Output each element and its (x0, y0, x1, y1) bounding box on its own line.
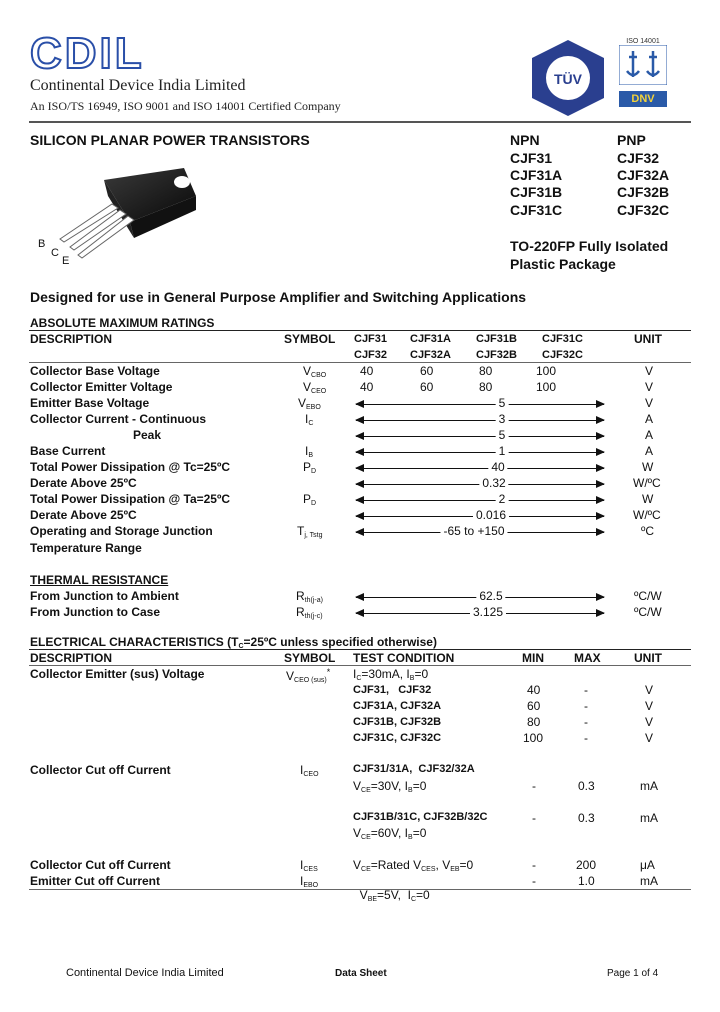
amr-col-device: CJF32A (410, 349, 451, 361)
ec-device-group: CJF31B/31C, CJF32B/32C (353, 811, 488, 823)
ec-unit: mA (640, 811, 658, 825)
ec-device-group: CJF31/31A, CJF32/32A (353, 763, 475, 775)
ec-heading: ELECTRICAL CHARACTERISTICS ($T_C=25ºC$ unless specified otherwise) (30, 635, 437, 650)
ec-col-symbol: SYMBOL (284, 651, 336, 665)
amr-row-symbol: $I_C$ (305, 412, 314, 427)
ec-max: - (584, 731, 588, 745)
amr-col-device: CJF31 (354, 333, 388, 345)
svg-text:TÜV: TÜV (554, 71, 582, 87)
amr-row-description-cont: Temperature Range (30, 541, 142, 555)
pin-label-e: E (62, 255, 70, 267)
amr-row-description: Derate Above 25ºC (30, 476, 137, 490)
thermal-row-symbol: $R_{th(j-a)}$ (296, 589, 323, 604)
amr-value: 3 (496, 412, 509, 426)
footer-page: Page 1 of 4 (607, 968, 659, 979)
ec-row-description: Collector Cut off Current (30, 763, 171, 777)
amr-value: 40 (360, 364, 374, 378)
amr-row-symbol: $I_B$ (305, 444, 314, 459)
thermal-row-symbol: $R_{th(j-c)}$ (296, 605, 323, 620)
ec-top-rule (29, 649, 691, 650)
range-arrow (356, 420, 604, 421)
ec-device-pair: CJF31A, CJF32A (353, 700, 442, 712)
range-arrow (356, 452, 604, 453)
ec-min: 100 (523, 731, 544, 745)
application-text: Designed for use in General Purpose Amplifier and Switching Applications (30, 289, 527, 305)
ec-row-symbol: $I_{EBO}$ (300, 874, 319, 889)
pin-label-c: C (51, 247, 59, 259)
ec-min: - (532, 811, 536, 825)
amr-col-symbol: SYMBOL (284, 332, 336, 346)
ec-row-description: Emitter Cut off Current (30, 874, 160, 888)
amr-col-device: CJF31B (476, 333, 517, 345)
certification-line: An ISO/TS 16949, ISO 9001 and ISO 14001 Certified Company (30, 99, 341, 113)
ec-row-symbol: $I_{CEO}$ (300, 763, 319, 778)
dnv-logo (619, 38, 667, 110)
range-arrow (356, 468, 604, 469)
amr-value: -65 to +150 (440, 524, 507, 538)
amr-row-unit: W (642, 492, 654, 506)
amr-col-device: CJF31C (542, 333, 583, 345)
npn-header: NPN (510, 132, 540, 148)
ec-min: - (532, 874, 536, 888)
ec-min: 40 (527, 683, 541, 697)
amr-row-description: Collector Base Voltage (30, 364, 160, 378)
amr-value: 0.32 (479, 476, 508, 490)
ec-min: 60 (527, 699, 541, 713)
amr-row-unit: A (645, 428, 654, 442)
amr-row-description: Collector Emitter Voltage (30, 380, 173, 394)
ec-col-test: TEST CONDITION (353, 651, 455, 665)
amr-col-device: CJF32B (476, 349, 517, 361)
to220-package-image (34, 160, 224, 270)
pnp-header: PNP (617, 132, 646, 148)
amr-row-unit: W/ºC (633, 508, 661, 522)
range-arrow (356, 436, 604, 437)
amr-value: 1 (496, 444, 509, 458)
ec-unit: mA (640, 874, 658, 888)
dnv-text: DNV (619, 91, 667, 107)
footer-center: Data Sheet (335, 968, 387, 979)
range-arrow (356, 404, 604, 405)
amr-col-unit: UNIT (634, 332, 662, 346)
header-divider (29, 121, 691, 123)
amr-value: 80 (479, 364, 493, 378)
package-line2: Plastic Package (510, 256, 616, 272)
ec-max: 0.3 (578, 811, 595, 825)
npn-type: CJF31A (510, 167, 563, 183)
thermal-row-description: From Junction to Case (30, 605, 161, 619)
ec-test-condition: $V_{BE}=5V$, $I_C=0$ (359, 888, 430, 903)
thermal-row-description: From Junction to Ambient (30, 589, 179, 603)
ec-unit: V (645, 731, 654, 745)
thermal-row-unit: ºC/W (634, 589, 662, 603)
amr-row-unit: V (645, 380, 654, 394)
ec-test-condition: $V_{CE}=60V$, $I_B=0$ (353, 826, 427, 841)
ec-unit: mA (640, 779, 658, 793)
amr-value: 40 (360, 380, 374, 394)
pnp-type: CJF32 (617, 150, 660, 166)
page-title: SILICON PLANAR POWER TRANSISTORS (30, 132, 310, 148)
ec-bottom-rule (29, 889, 691, 890)
company-name: Continental Device India Limited (30, 77, 246, 94)
ec-row-symbol: $I_{CES}$ (300, 858, 318, 873)
amr-value: 100 (536, 364, 557, 378)
thermal-heading: THERMAL RESISTANCE (30, 573, 169, 587)
amr-row-symbol: $V_{EBO}$ (298, 396, 321, 411)
amr-value: 5 (496, 428, 509, 442)
amr-row-symbol: $T_{j, Tstg}$ (297, 524, 323, 539)
amr-top-rule (29, 330, 691, 331)
ec-row-description: Collector Cut off Current (30, 858, 171, 872)
ec-test-condition: $V_{CE}=Rated$ $V_{CES}$, $V_{EB}=0$ (353, 858, 474, 873)
amr-row-description: Peak (133, 428, 162, 442)
tuv-seal (528, 38, 608, 118)
amr-row-unit: A (645, 444, 654, 458)
amr-row-unit: A (645, 412, 654, 426)
pnp-type: CJF32B (617, 184, 670, 200)
amr-value: 60 (420, 364, 434, 378)
ec-min: 80 (527, 715, 541, 729)
pin-label-b: B (38, 238, 46, 250)
amr-heading: ABSOLUTE MAXIMUM RATINGS (30, 316, 215, 330)
ec-min: - (532, 858, 536, 872)
amr-row-description: Total Power Dissipation @ Tc=25ºC (30, 460, 231, 474)
ec-col-max: MAX (574, 651, 601, 665)
amr-header-rule (29, 362, 691, 363)
amr-row-unit: V (645, 364, 654, 378)
amr-col-device: CJF32C (542, 349, 583, 361)
amr-col-device: CJF32 (354, 349, 388, 361)
pnp-type: CJF32A (617, 167, 670, 183)
ec-col-unit: UNIT (634, 651, 662, 665)
ec-device-pair: CJF31B, CJF32B (353, 716, 442, 728)
ec-unit: V (645, 715, 654, 729)
npn-type: CJF31 (510, 150, 553, 166)
thermal-value: 3.125 (470, 605, 506, 619)
amr-row-description: Collector Current - Continuous (30, 412, 206, 426)
ec-row-symbol: $V_{CEO (sus)}^*$ (286, 667, 331, 684)
ec-max: - (584, 699, 588, 713)
ec-col-description: DESCRIPTION (30, 651, 113, 665)
amr-row-unit: W/ºC (633, 476, 661, 490)
ec-unit: μA (640, 858, 655, 872)
ec-row-description: Collector Emitter (sus) Voltage (30, 667, 205, 681)
thermal-row-unit: ºC/W (634, 605, 662, 619)
pnp-type: CJF32C (617, 202, 670, 218)
amr-value: 0.016 (473, 508, 509, 522)
amr-value: 2 (496, 492, 509, 506)
anchor-icon (619, 45, 667, 85)
ec-col-min: MIN (522, 651, 544, 665)
amr-row-description: Base Current (30, 444, 106, 458)
range-arrow (356, 500, 604, 501)
ec-header-rule (29, 665, 691, 666)
amr-col-device: CJF31A (410, 333, 451, 345)
ec-device-pair: CJF31C, CJF32C (353, 732, 442, 744)
ec-test-condition: $V_{CE}=30V$, $I_B=0$ (353, 779, 427, 794)
ec-max: 0.3 (578, 779, 595, 793)
amr-row-unit: ºC (641, 524, 655, 538)
footer-company: Continental Device India Limited (66, 967, 224, 979)
logo-text: CDIL (30, 29, 145, 78)
amr-row-symbol: $P_D$ (303, 460, 317, 475)
ec-unit: V (645, 699, 654, 713)
amr-value: 5 (496, 396, 509, 410)
amr-row-symbol: $V_{CBO}$ (303, 364, 327, 379)
ec-test-condition: $I_C=30mA$, $I_B=0$ (353, 667, 429, 682)
cdil-logo (30, 30, 145, 78)
thermal-value: 62.5 (476, 589, 505, 603)
amr-row-description: Operating and Storage Junction (30, 524, 213, 538)
amr-row-symbol: $V_{CEO}$ (303, 380, 327, 395)
npn-type: CJF31B (510, 184, 563, 200)
ec-max: 1.0 (578, 874, 595, 888)
amr-value: 80 (479, 380, 493, 394)
amr-value: 40 (488, 460, 507, 474)
ec-max: - (584, 683, 588, 697)
package-line1: TO-220FP Fully Isolated (510, 238, 669, 254)
amr-col-description: DESCRIPTION (30, 332, 113, 346)
amr-row-description: Total Power Dissipation @ Ta=25ºC (30, 492, 231, 506)
amr-row-symbol: $P_D$ (303, 492, 317, 507)
iso-small-text: ISO 14001 (626, 38, 660, 45)
ec-max: - (584, 715, 588, 729)
amr-row-description: Emitter Base Voltage (30, 396, 150, 410)
ec-min: - (532, 779, 536, 793)
ec-max: 200 (576, 858, 597, 872)
amr-row-unit: W (642, 460, 654, 474)
amr-row-description: Derate Above 25ºC (30, 508, 137, 522)
ec-device-pair: CJF31, CJF32 (353, 684, 432, 696)
amr-row-unit: V (645, 396, 654, 410)
amr-value: 100 (536, 380, 557, 394)
npn-type: CJF31C (510, 202, 563, 218)
ec-unit: V (645, 683, 654, 697)
amr-value: 60 (420, 380, 434, 394)
